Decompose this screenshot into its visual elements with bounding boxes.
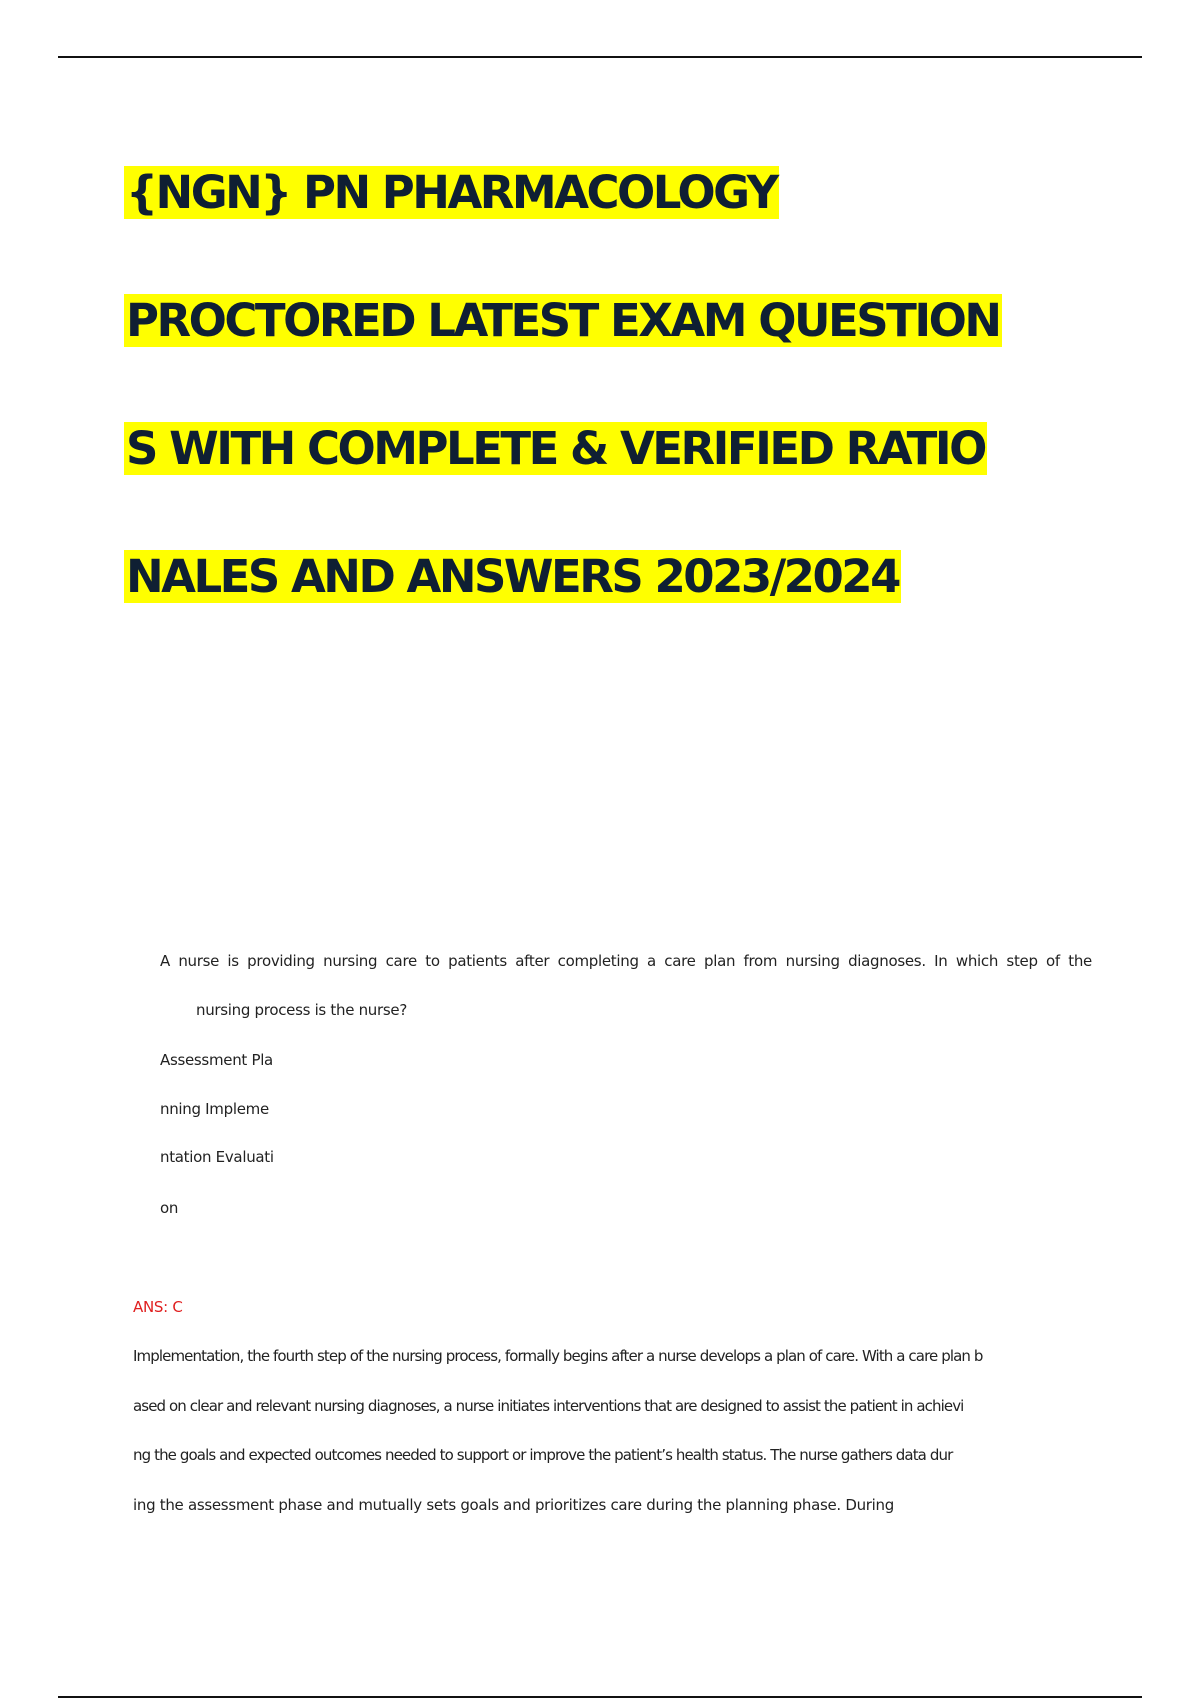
option-line: nning Impleme	[160, 1100, 269, 1118]
question-stem-line-1: A nurse is providing nursing care to patients after completing a care plan from nursing diagnoses. In which step of the	[160, 952, 1092, 970]
title-line-4	[124, 544, 901, 610]
title-highlight: {NGN} PN PHARMACOLOGY	[126, 166, 777, 219]
question-stem-line-2: nursing process is the nurse?	[196, 1001, 407, 1019]
footer-rule	[58, 1696, 1142, 1698]
title-highlight: S WITH COMPLETE & VERIFIED RATIO	[126, 422, 985, 475]
title-line-1	[124, 160, 779, 226]
title-line-2	[124, 288, 1002, 354]
option-line: on	[160, 1199, 179, 1217]
option-line: ntation Evaluati	[160, 1148, 274, 1166]
rationale-line: ng the goals and expected outcomes needed to support or improve the patient’s health status. The nurse gathers data dur	[133, 1446, 953, 1464]
header-rule	[58, 56, 1142, 58]
title-highlight: PROCTORED LATEST EXAM QUESTION	[126, 294, 1000, 347]
rationale-line: ased on clear and relevant nursing diagnoses, a nurse initiates interventions that are designed to assist the patient in achievi	[133, 1397, 964, 1415]
rationale-line: ing the assessment phase and mutually sets goals and prioritizes care during the planning phase. During	[133, 1496, 894, 1514]
title-highlight: NALES AND ANSWERS 2023/2024	[126, 550, 899, 603]
answer-label: ANS: C	[133, 1298, 183, 1316]
rationale-line: Implementation, the fourth step of the nursing process, formally begins after a nurse develops a plan of care. With a care plan b	[133, 1347, 983, 1365]
title-line-3	[124, 416, 987, 482]
option-line: Assessment Pla	[160, 1051, 273, 1069]
